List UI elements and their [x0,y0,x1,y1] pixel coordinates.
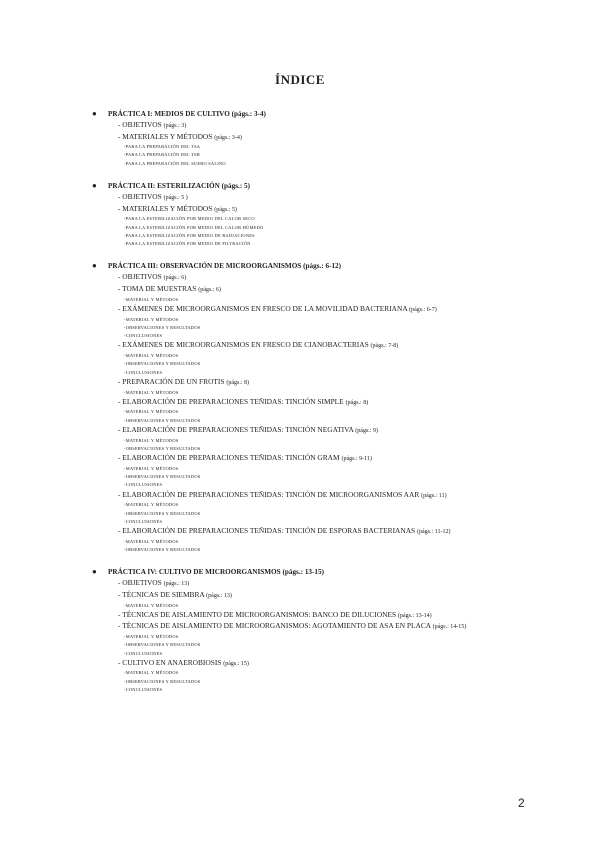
toc-subitem: -OBSERVACIONES Y RESULTADOS [124,474,201,480]
toc-item-label: - EXÁMENES DE MICROORGANISMOS EN FRESCO DE LA MOVILIDAD BACTERIANA [118,303,408,313]
section-title-text: PRÁCTICA III: OBSERVACIÓN DE MICROORGANISMOS [108,262,302,271]
section-pages: (págs.: 6-12) [303,262,342,271]
section-title [108,180,600,192]
section-title [108,108,600,120]
toc-item-label: - ELABORACIÓN DE PREPARACIONES TEÑIDAS: TINCIÓN DE ESPORAS BACTERIANAS [118,526,416,536]
toc-subitem: -MATERIAL Y MÉTODOS [124,296,179,302]
toc-subitem: -PARA LA ESTERILIZACIÓN POR MEDIO DEL CALOR HÚMEDO [124,224,264,230]
table-of-contents [0,108,600,706]
toc-item [118,284,600,296]
toc-item-pages: (págs.: 6-7) [409,306,437,313]
toc-item-pages: (págs.: 5) [214,206,237,213]
toc-subitem: -PARA LA ESTERILIZACIÓN POR MEDIO DEL CALOR SECO [124,216,255,222]
toc-subitem: -OBSERVACIONES Y RESULTADOS [124,642,201,648]
toc-subitem: -MATERIAL Y MÉTODOS [124,538,179,544]
toc-item-label: - TÉCNICAS DE SIEMBRA [118,589,205,599]
toc-subitem: -MATERIAL Y MÉTODOS [124,502,179,508]
toc-item [118,132,600,144]
toc-subitem: -CONCLUSIONES [124,369,163,375]
toc-subitem: -MATERIAL Y MÉTODOS [124,409,179,415]
toc-item-label: - MATERIALES Y MÉTODOS [118,131,213,141]
toc-item-pages: (págs.: 6) [163,275,187,282]
toc-item [118,397,600,409]
toc-subitem: -MATERIAL Y MÉTODOS [124,389,179,395]
section-title [108,566,600,578]
page-number: 2 [518,796,525,810]
toc-section [0,108,600,168]
toc-subitem: -OBSERVACIONES Y RESULTADOS [124,445,201,451]
toc-item [118,425,600,437]
toc-section [0,260,600,554]
section-pages: (págs.: 3-4) [231,110,266,118]
toc-item-label: - ELABORACIÓN DE PREPARACIONES TEÑIDAS: TINCIÓN SIMPLE [118,396,344,406]
toc-subitem: -OBSERVACIONES Y RESULTADOS [124,417,201,423]
toc-item-label: - OBJETIVOS [118,578,162,588]
toc-item [118,340,600,352]
toc-item-label: - EXÁMENES DE MICROORGANISMOS EN FRESCO DE CIANOBACTERIAS [118,340,369,350]
toc-item-pages: (págs.: 13) [163,581,190,588]
toc-item [118,204,600,216]
section-title-text: PRÁCTICA II: ESTERILIZACIÓN [108,182,220,191]
toc-item-label: - OBJETIVOS [118,192,162,202]
toc-subitem: -MATERIAL Y MÉTODOS [124,437,179,443]
toc-subitem: -MATERIAL Y MÉTODOS [124,602,179,608]
toc-item-pages: (págs.: 3-4) [214,134,242,141]
bullet-icon: ● [92,261,97,271]
toc-item-pages: (págs.: 13-14) [397,612,432,619]
toc-item [118,377,600,389]
toc-item-pages: (págs.: 9-11) [341,456,372,463]
toc-item-pages: (págs.: 14-15) [432,624,467,631]
toc-item-pages: (págs.: 3) [163,123,187,129]
toc-item-label: - ELABORACIÓN DE PREPARACIONES TEÑIDAS: TINCIÓN DE MICROORGANISMOS AAR [118,489,420,499]
toc-item-label: - TÉCNICAS DE AISLAMIENTO DE MICROORGANISMOS: BANCO DE DILUCIONES [118,609,397,619]
toc-item [118,272,600,284]
toc-item-pages: (págs.: 11) [421,492,447,499]
toc-section [0,180,600,248]
bullet-icon: ● [92,109,97,118]
toc-subitem: -MATERIAL Y MÉTODOS [124,316,179,322]
toc-item-pages: (págs.: 8) [345,399,369,406]
toc-item [118,120,600,132]
toc-item-pages: (págs.: 9) [355,427,378,434]
toc-subitem: -MATERIAL Y MÉTODOS [124,353,179,359]
toc-item-label: - OBJETIVOS [118,272,162,282]
toc-subitem: -PARA LA ESTERILIZACIÓN POR MEDIO DE FILTRACIÓN [124,241,251,247]
toc-subitem: -PARA LA ESTERILIZACIÓN POR MEDIO DE RADIACIONES [124,232,255,238]
toc-item-label: - ELABORACIÓN DE PREPARACIONES TEÑIDAS: TINCIÓN NEGATIVA [118,424,354,434]
toc-subitem: -PARA LA PREPARACIÓN DEL SUERO SALINO [124,160,226,166]
toc-item [118,610,600,622]
toc-item-pages: (págs.: 5 ) [163,195,188,202]
toc-item-pages: (págs.: 8) [226,379,250,386]
toc-subitem: -MATERIAL Y MÉTODOS [124,634,179,639]
toc-item [118,658,600,670]
toc-item-label: - OBJETIVOS [118,120,162,129]
bullet-icon: ● [92,567,97,577]
toc-item-pages: (págs.: 11-12) [417,529,451,536]
toc-subitem: -OBSERVACIONES Y RESULTADOS [124,547,201,553]
toc-item-pages: (págs.: 13) [206,592,232,599]
toc-item-label: - CULTIVO EN ANAEROBIOSIS [118,657,222,667]
toc-subitem: -PARA LA PREPARACIÓN DEL TSB [124,152,200,158]
toc-item-label: - ELABORACIÓN DE PREPARACIONES TEÑIDAS: TINCIÓN GRAM [118,453,340,463]
toc-item [118,621,600,633]
section-pages: (págs.: 13-15) [282,568,324,577]
toc-item-label: - TÉCNICAS DE AISLAMIENTO DE MICROORGANISMOS: AGOTAMIENTO DE ASA EN PLACA [118,621,431,631]
toc-subitem: -CONCLUSIONES [124,518,163,524]
toc-subitem: -OBSERVACIONES Y RESULTADOS [124,361,201,367]
toc-subitem: -OBSERVACIONES Y RESULTADOS [124,510,201,516]
section-title-text: PRÁCTICA I: MEDIOS DE CULTIVO [108,110,230,118]
bullet-icon: ● [92,181,97,191]
toc-item-pages: (págs.: 15) [223,660,249,667]
toc-item-label: - TOMA DE MUESTRAS [118,284,197,294]
toc-subitem: -PARA LA PREPARACIÓN DEL TSA [124,144,201,150]
toc-subitem: -CONCLUSIONES [124,650,163,656]
toc-subitem: -CONCLUSIONES [124,687,163,693]
toc-item-pages: (págs.: 7-8) [370,343,399,350]
toc-subitem: -MATERIAL Y MÉTODOS [124,670,179,676]
toc-subitem: -CONCLUSIONES [124,482,163,488]
toc-section [0,566,600,694]
toc-item-label: - PREPARACIÓN DE UN FROTIS [118,376,225,386]
toc-item [118,192,600,204]
toc-item-pages: (págs.: 6) [198,287,221,294]
toc-subitem: -OBSERVACIONES Y RESULTADOS [124,324,201,330]
page-title: ÍNDICE [275,72,325,87]
section-title [108,260,600,272]
section-title-text: PRÁCTICA IV: CULTIVO DE MICROORGANISMOS [108,568,281,577]
toc-item [118,490,600,502]
toc-item [118,453,600,465]
toc-subitem: -MATERIAL Y MÉTODOS [124,465,179,471]
section-pages: (págs.: 5) [221,182,250,191]
toc-item-label: - MATERIALES Y MÉTODOS [118,203,213,213]
toc-item [118,304,600,316]
toc-subitem: -CONCLUSIONES [124,333,163,339]
toc-subitem: -OBSERVACIONES Y RESULTADOS [124,678,201,684]
toc-item [118,578,600,590]
toc-item [118,526,600,538]
toc-item [118,590,600,602]
